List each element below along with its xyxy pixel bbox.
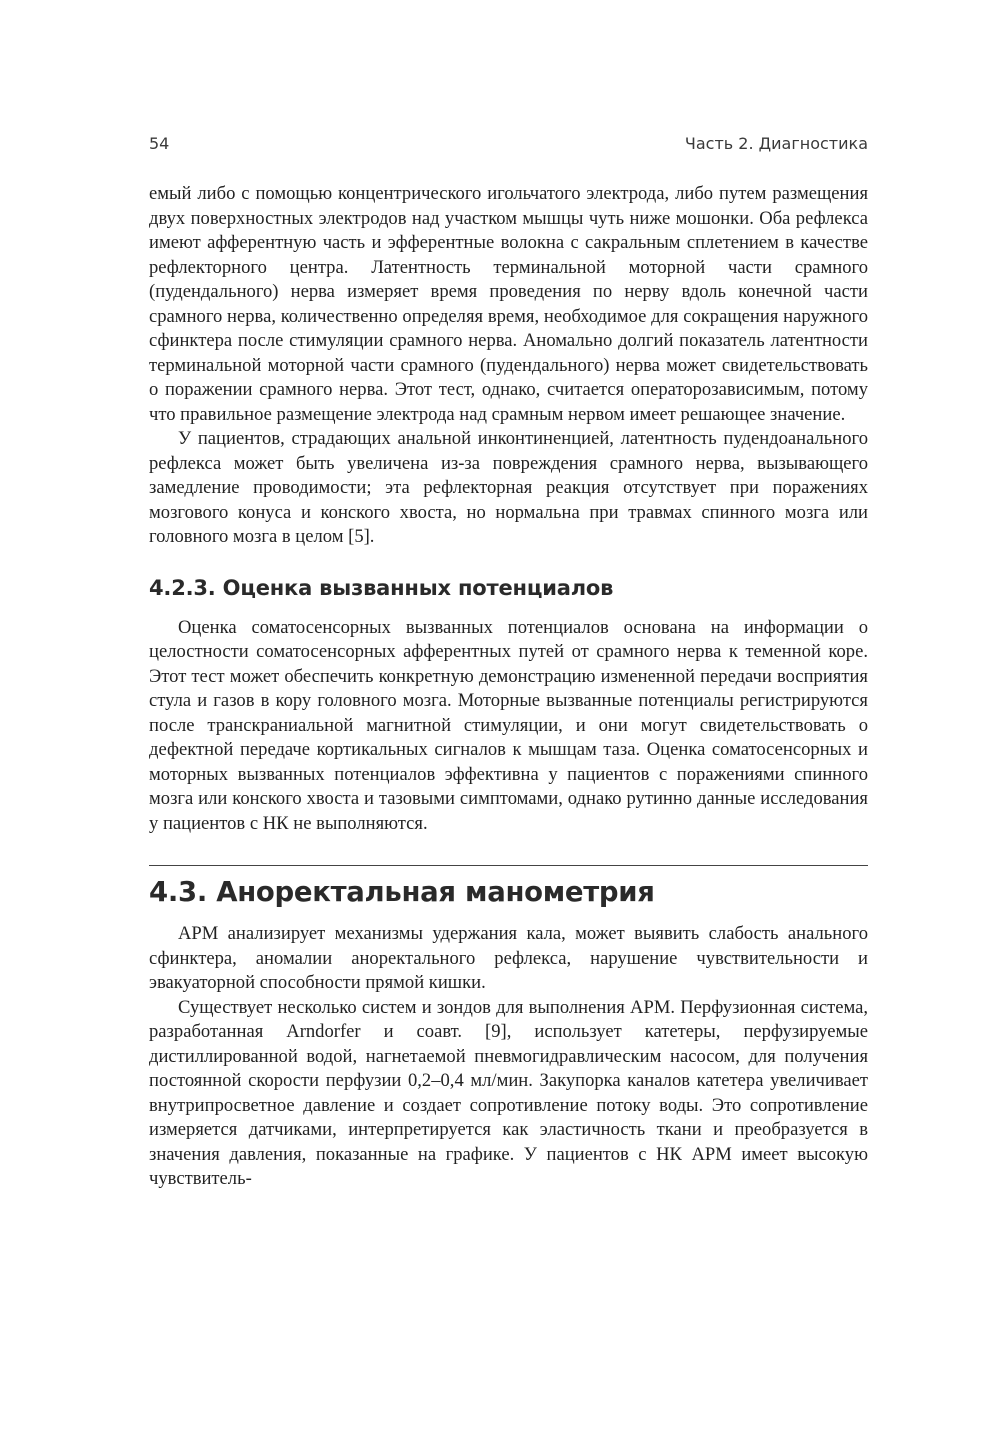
section-divider: [149, 865, 868, 866]
section-heading-4-2-3: 4.2.3. Оценка вызванных потенциалов: [149, 575, 614, 600]
body-paragraph: У пациентов, страдающих анальной инконтиненцией, латентность пудендоанального рефлекса может быть увеличена из-за повреждения срамного нерва, вызывающего замедление проводимости; эта рефлекторная реакция отсутствует при поражениях мозгового конуса и конского хвоста, но нормальна при травмах спинного мозга или головного мозга в целом [5].: [149, 428, 868, 547]
section-heading-4-3: 4.3. Аноректальная манометрия: [149, 876, 655, 908]
page-number: 54: [149, 134, 170, 153]
body-paragraph: Существует несколько систем и зондов для выполнения АРМ. Перфузионная система, разработанная Arndorfer и соавт. [9], использует катетеры, перфузируемые дистиллированной водой, нагнетаемой пневмогидравлическим насосом, для получения постоянной скорости перфузии 0,2–0,4 мл/мин. Закупорка каналов катетера увеличивает внутрипросветное давление и создает сопротивление потоку воды. Это сопротивление измеряется датчиками, интерпретируется как эластичность ткани и преобразуется в значения давления, показанные на графике. У пациентов с НК АРМ имеет высокую чувствитель-: [149, 996, 868, 1189]
chapter-title: Часть 2. Диагностика: [684, 134, 868, 153]
body-paragraph: Оценка соматосенсорных вызванных потенциалов основана на информации о целостности соматосенсорных афферентных путей от срамного нерва к теменной коре. Этот тест может обеспечить конкретную демонстрацию измененной передачи восприятия стула и газов в кору головного мозга. Моторные вызванные потенциалы регистрируются после транскраниальной магнитной стимуляции, и они могут свидетельствовать о дефектной передаче кортикальных сигналов к мышцам таза. Оценка соматосенсорных и моторных вызванных потенциалов эффективна у пациентов с поражениями спинного мозга или конского хвоста и тазовыми симптомами, однако рутинно данные исследования у пациентов с НК не выполняются.: [149, 616, 868, 834]
body-paragraph: АРМ анализирует механизмы удержания кала, может выявить слабость анального сфинктера, аномалии аноректального рефлекса, нарушение чувствительности и эвакуаторной способности прямой кишки.: [149, 923, 868, 993]
page-content: [149, 182, 868, 1192]
running-head: [149, 134, 868, 158]
body-paragraph: емый либо с помощью концентрического игольчатого электрода, либо путем размещения двух поверхностных электродов над участком мышцы чуть ниже мошонки. Оба рефлекса имеют афферентную часть и эфферентные волокна с сакральным сплетением в качестве рефлекторного центра. Латентность терминальной моторной части срамного (пудендального) нерва измеряет время проведения по нерву вдоль конечной части срамного нерва, количественно определяя время, необходимое для сокращения наружного сфинктера после стимуляции срамного нерва. Аномально долгий показатель латентности терминальной моторной части срамного (пудендального) нерва может свидетельствовать о поражении срамного нерва. Этот тест, однако, считается операторозависимым, потому что правильное размещение электрода над срамным нервом имеет решающее значение.: [149, 183, 868, 425]
